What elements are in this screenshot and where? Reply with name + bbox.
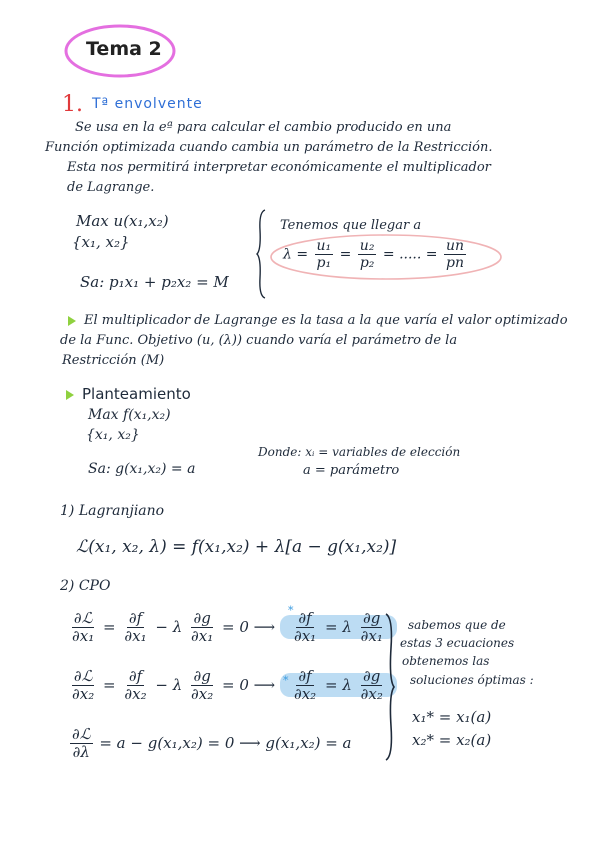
bullet-1-line-2: de la Func. Objetivo (u, (λ)) cuando varía el parámetro de la — [60, 333, 458, 348]
cpo-row-1: $\frac{\text{∂ℒ}}{\text{∂x₁}}$ = $\frac{\partial f}{\text{∂x₁}}$ − λ $\frac{\partial g}{\text{∂x₁}}$ = 0 ⟶ $\frac{\partial f}{\text{∂x₁}}$ = λ $\frac{\partial g}{\text{∂x₁}}$ — [68, 610, 397, 646]
section-heading: Tª envolvente — [92, 96, 203, 112]
highlight-result-1: $\frac{\partial f}{\text{∂x₁}}$ = λ $\frac{\partial g}{\text{∂x₁}}$ — [280, 615, 397, 639]
paragraph-line-4: de Lagrange. — [67, 180, 155, 195]
bullet-1-line-1: El multiplicador de Lagrange es la tasa a la que varía el valor optimizado — [68, 313, 568, 328]
note-line-3: obtenemos las — [402, 654, 490, 668]
cpo-brace — [382, 612, 398, 762]
ratio-2: $\frac{\text{u₂}}{\text{p₂}}$ — [359, 238, 375, 272]
cpo-row-3: $\frac{\text{∂ℒ}}{\partial\lambda}$ = a − g(x₁,x₂) = 0 ⟶ g(x₁,x₂) = a — [72, 725, 352, 762]
example-max: Max u(x₁,x₂) — [76, 212, 169, 230]
ratio-n: $\frac{un}{pn}$ — [445, 238, 465, 272]
section-number: 1. — [62, 92, 83, 117]
highlight-result-2: $\frac{\partial f}{\text{∂x₂}}$ = λ $\frac{\partial g}{\text{∂x₂}}$ — [280, 673, 397, 697]
star-mark-1: * — [288, 604, 294, 617]
ellipsis: = ..... = — [382, 246, 438, 263]
lagrangiano-heading: 1) Lagranjiano — [60, 503, 165, 519]
title-badge: Tema 2 — [86, 38, 162, 60]
plant-vars: {x₁, x₂} — [86, 427, 140, 443]
star-mark-2: * — [283, 674, 289, 687]
example-vars: {x₁, x₂} — [72, 233, 130, 251]
lambda-symbol: λ = — [283, 246, 309, 263]
ratio-1: $\frac{\text{u₁}}{\text{p₁}}$ — [316, 238, 332, 272]
solution-2: x₂* = x₂(a) — [412, 731, 492, 749]
cpo-row-2: $\frac{\text{∂ℒ}}{\text{∂x₂}}$ = $\frac{\partial f}{\text{∂x₂}}$ − λ $\frac{\partial g}{\text{∂x₂}}$ = 0 ⟶ $\frac{\partial f}{\text{∂x₂}}$ = λ $\frac{\partial g}{\text{∂x₂}}$ — [68, 668, 397, 704]
note-line-2: estas 3 ecuaciones — [400, 636, 515, 650]
lagrangiano-formula: ℒ(x₁, x₂, λ) = f(x₁,x₂) + λ[a − g(x₁,x₂)] — [76, 537, 397, 557]
lambda-equation: λ = $\frac{\text{u₁}}{\text{p₁}}$ = $\frac{\text{u₂}}{\text{p₂}}$ = ..... = $\frac{un}{pn}$ — [283, 238, 465, 272]
note-line-4: soluciones óptimas : — [410, 673, 534, 687]
plant-constraint: Sa: g(x₁,x₂) = a — [88, 461, 196, 477]
bullet-arrow-icon — [68, 316, 76, 326]
paragraph-line-2: Función optimizada cuando cambia un parámetro de la Restricción. — [45, 140, 493, 155]
bullet-arrow-icon — [66, 390, 74, 400]
bullet-1-line-3: Restricción (M) — [62, 353, 165, 368]
planteamiento-heading: Planteamiento — [66, 385, 191, 403]
tenemos-text: Tenemos que llegar a — [280, 218, 422, 233]
plant-param: a = parámetro — [303, 463, 400, 478]
cpo-heading: 2) CPO — [60, 578, 111, 594]
paragraph-line-3: Esta nos permitirá interpretar económicamente el multiplicador — [67, 160, 491, 175]
paragraph-line-1: Se usa en la eª para calcular el cambio producido en una — [75, 120, 452, 135]
plant-donde: Donde: xᵢ = variables de elección — [258, 445, 461, 459]
solution-1: x₁* = x₁(a) — [412, 708, 492, 726]
example-brace — [255, 208, 269, 300]
note-line-1: sabemos que de — [408, 618, 506, 632]
example-constraint: Sa: p₁x₁ + p₂x₂ = M — [80, 273, 229, 291]
plant-max: Max f(x₁,x₂) — [88, 407, 171, 423]
